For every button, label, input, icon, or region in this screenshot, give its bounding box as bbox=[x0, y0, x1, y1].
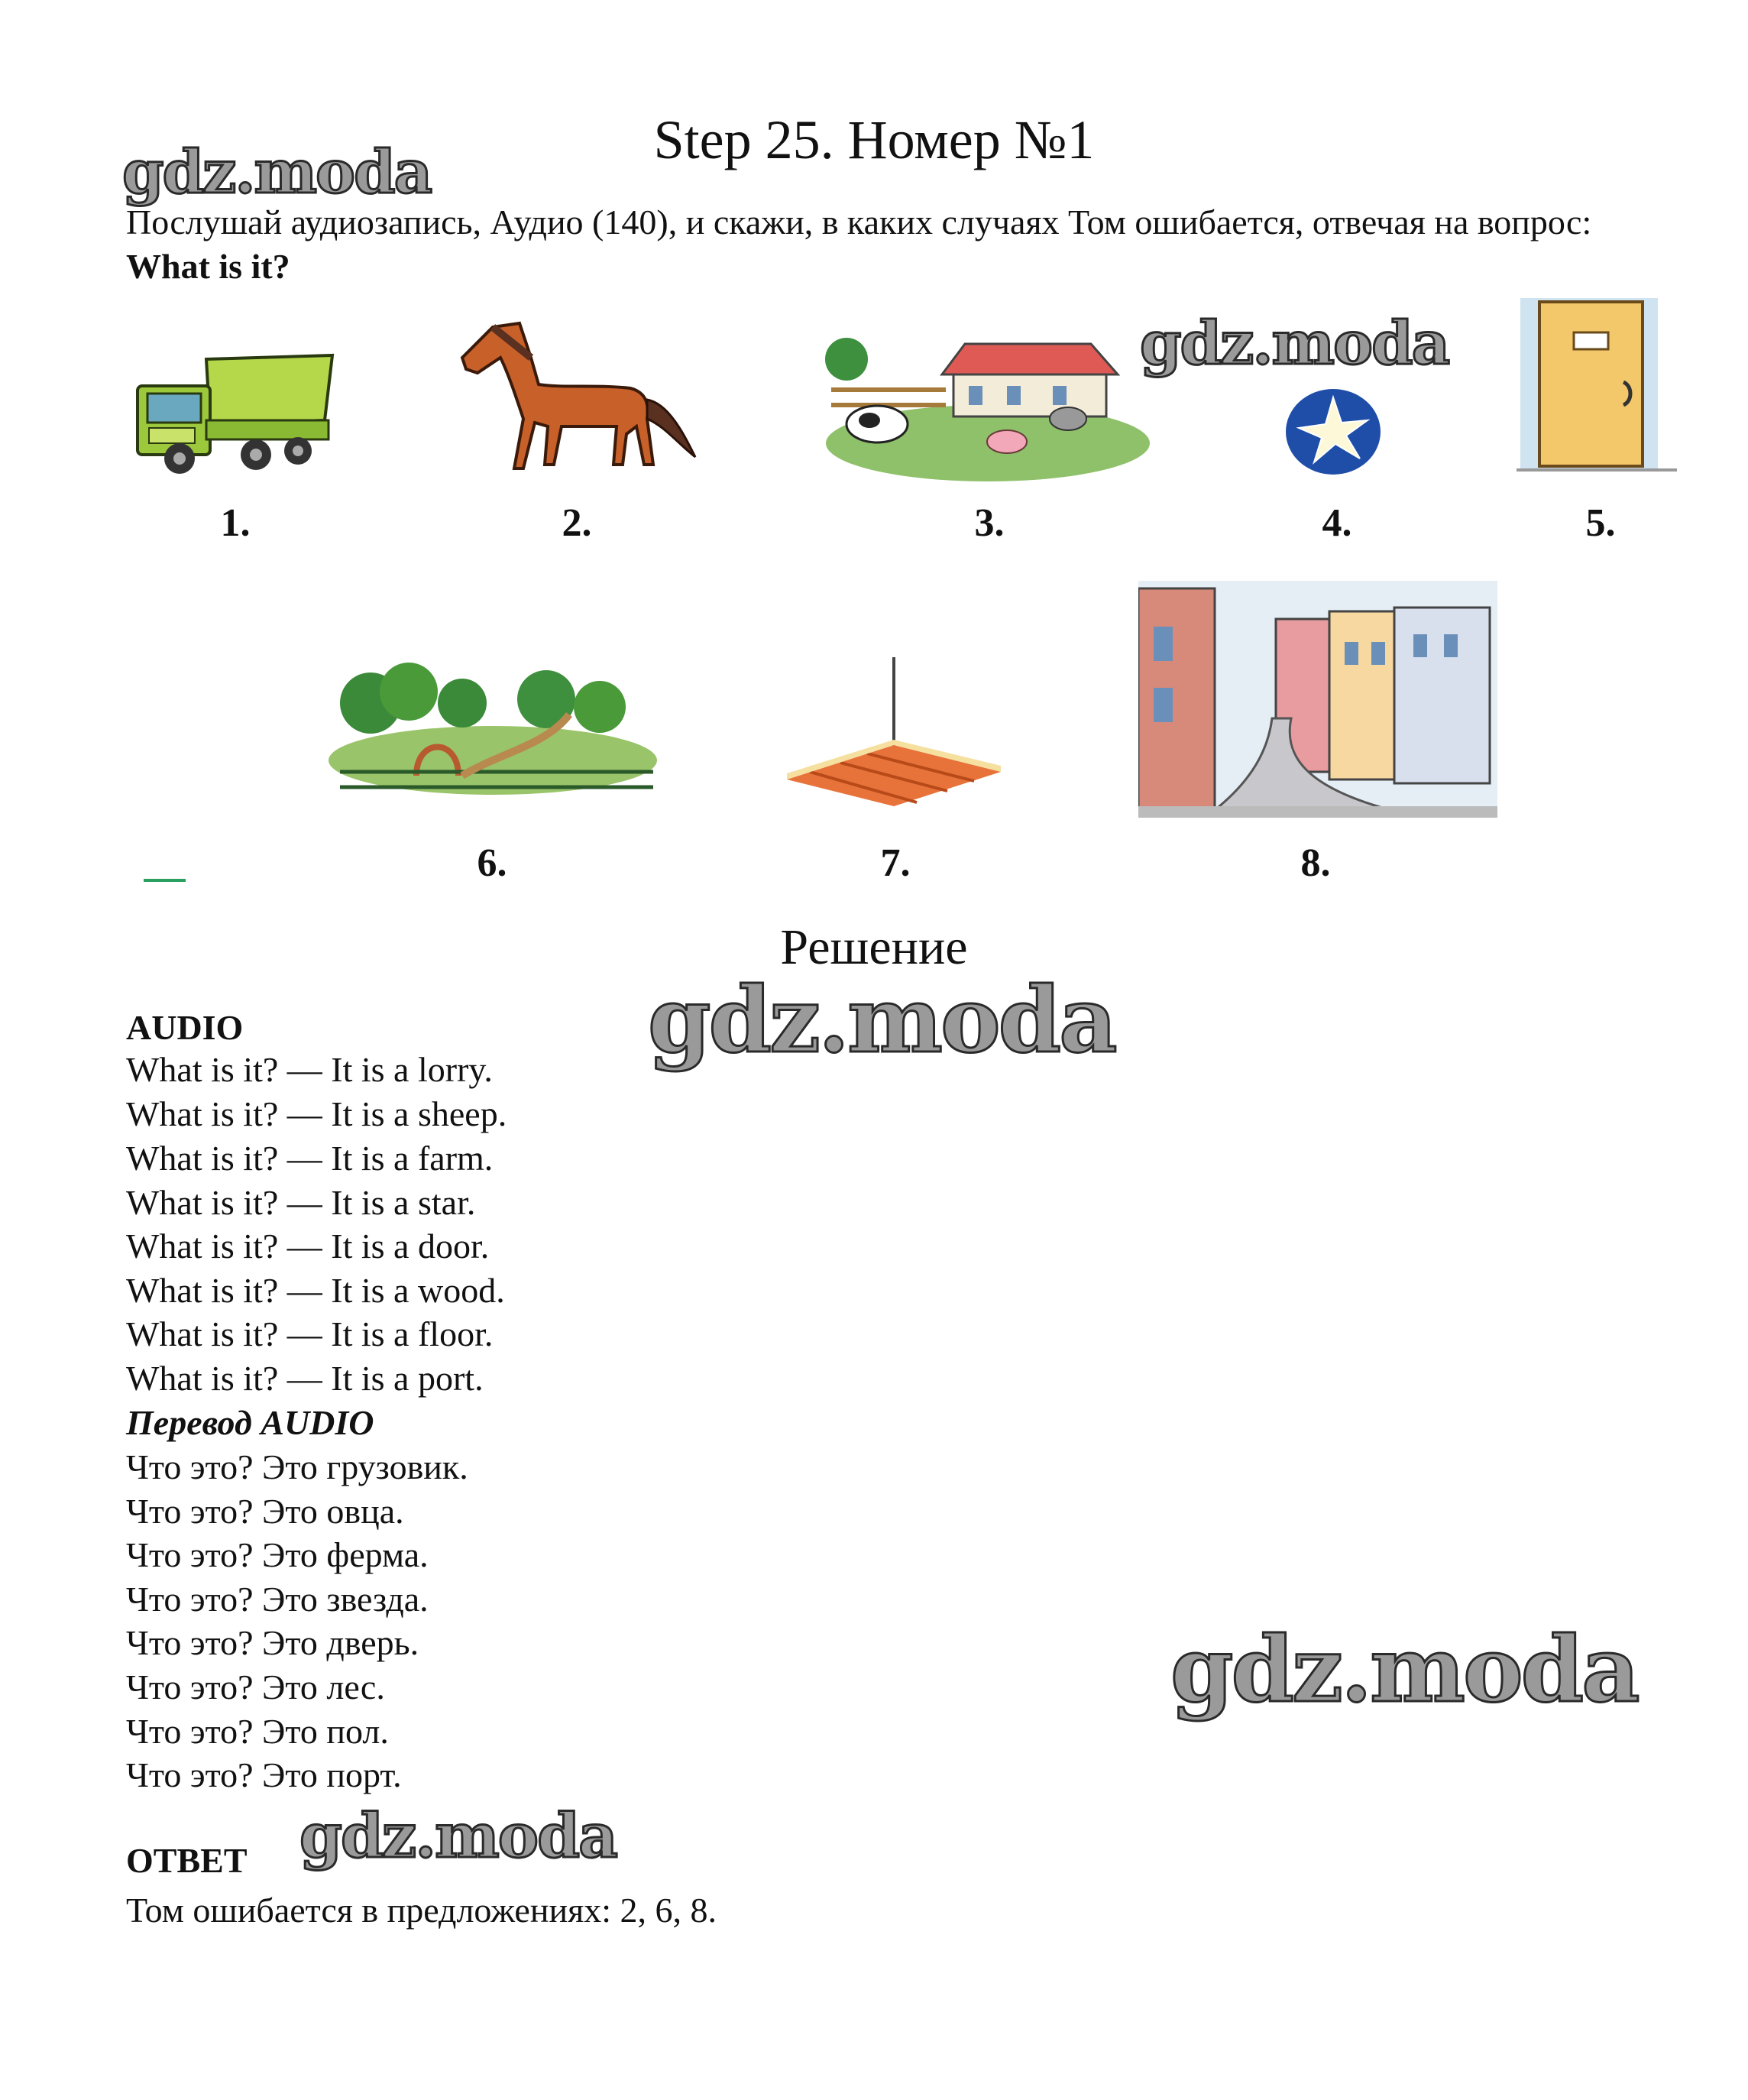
translation-line: Что это? Это овца. bbox=[126, 1492, 404, 1531]
audio-heading: AUDIO bbox=[126, 1008, 244, 1047]
watermark: gdz.moda bbox=[122, 138, 432, 207]
star-icon bbox=[1283, 386, 1383, 478]
audio-line: What is it? — It is a sheep. bbox=[126, 1094, 507, 1133]
watermark: gdz.moda bbox=[1140, 309, 1449, 378]
horse-icon bbox=[447, 312, 707, 488]
floor-icon bbox=[779, 657, 1008, 810]
translation-line: Что это? Это лес. bbox=[126, 1667, 385, 1706]
page-title: Step 25. Номер №1 bbox=[653, 109, 1095, 170]
translation-line: Что это? Это ферма. bbox=[126, 1535, 429, 1574]
farm-icon bbox=[824, 329, 1152, 481]
figure-label: 8. bbox=[1300, 841, 1331, 885]
figure-label: 6. bbox=[477, 841, 507, 885]
lorry-icon bbox=[134, 348, 340, 478]
translation-line: Что это? Это дверь. bbox=[126, 1623, 419, 1662]
park-icon bbox=[325, 661, 661, 799]
answer-text: Том ошибается в предложениях: 2, 6, 8. bbox=[126, 1891, 717, 1930]
decorative-dash bbox=[144, 879, 186, 882]
translation-heading: Перевод AUDIO bbox=[126, 1403, 374, 1442]
figure-label: 7. bbox=[880, 841, 911, 885]
translation-line: Что это? Это звезда. bbox=[126, 1580, 429, 1619]
translation-line: Что это? Это грузовик. bbox=[126, 1447, 468, 1486]
audio-line: What is it? — It is a port. bbox=[126, 1359, 484, 1398]
figure-label: 3. bbox=[974, 501, 1005, 545]
figure-label: 5. bbox=[1585, 501, 1616, 545]
watermark: gdz.moda bbox=[1170, 1616, 1638, 1722]
task-text bbox=[126, 200, 1654, 289]
figure-label: 1. bbox=[220, 501, 251, 545]
audio-line: What is it? — It is a farm. bbox=[126, 1139, 494, 1178]
translation-line: Что это? Это пол. bbox=[126, 1712, 389, 1751]
task-question: What is it? bbox=[126, 247, 290, 286]
translation-line: Что это? Это порт. bbox=[126, 1755, 402, 1794]
audio-line: What is it? — It is a wood. bbox=[126, 1271, 505, 1310]
figure-label: 4. bbox=[1322, 501, 1352, 545]
audio-line: What is it? — It is a floor. bbox=[126, 1314, 494, 1353]
watermark: gdz.moda bbox=[648, 967, 1115, 1073]
audio-line: What is it? — It is a star. bbox=[126, 1183, 476, 1222]
street-icon bbox=[1138, 581, 1497, 818]
solution-heading: Решение bbox=[780, 919, 968, 975]
audio-line: What is it? — It is a lorry. bbox=[126, 1050, 493, 1089]
answer-heading: ОТВЕТ bbox=[126, 1841, 248, 1880]
figure-label: 2. bbox=[562, 501, 592, 545]
audio-line: What is it? — It is a door. bbox=[126, 1227, 490, 1266]
task-instruction: Послушай аудиозапись, Аудио (140), и скажи, в каких случаях Том ошибается, отвечая на вопрос: bbox=[126, 203, 1592, 241]
watermark: gdz.moda bbox=[299, 1800, 617, 1872]
door-icon bbox=[1517, 294, 1677, 478]
